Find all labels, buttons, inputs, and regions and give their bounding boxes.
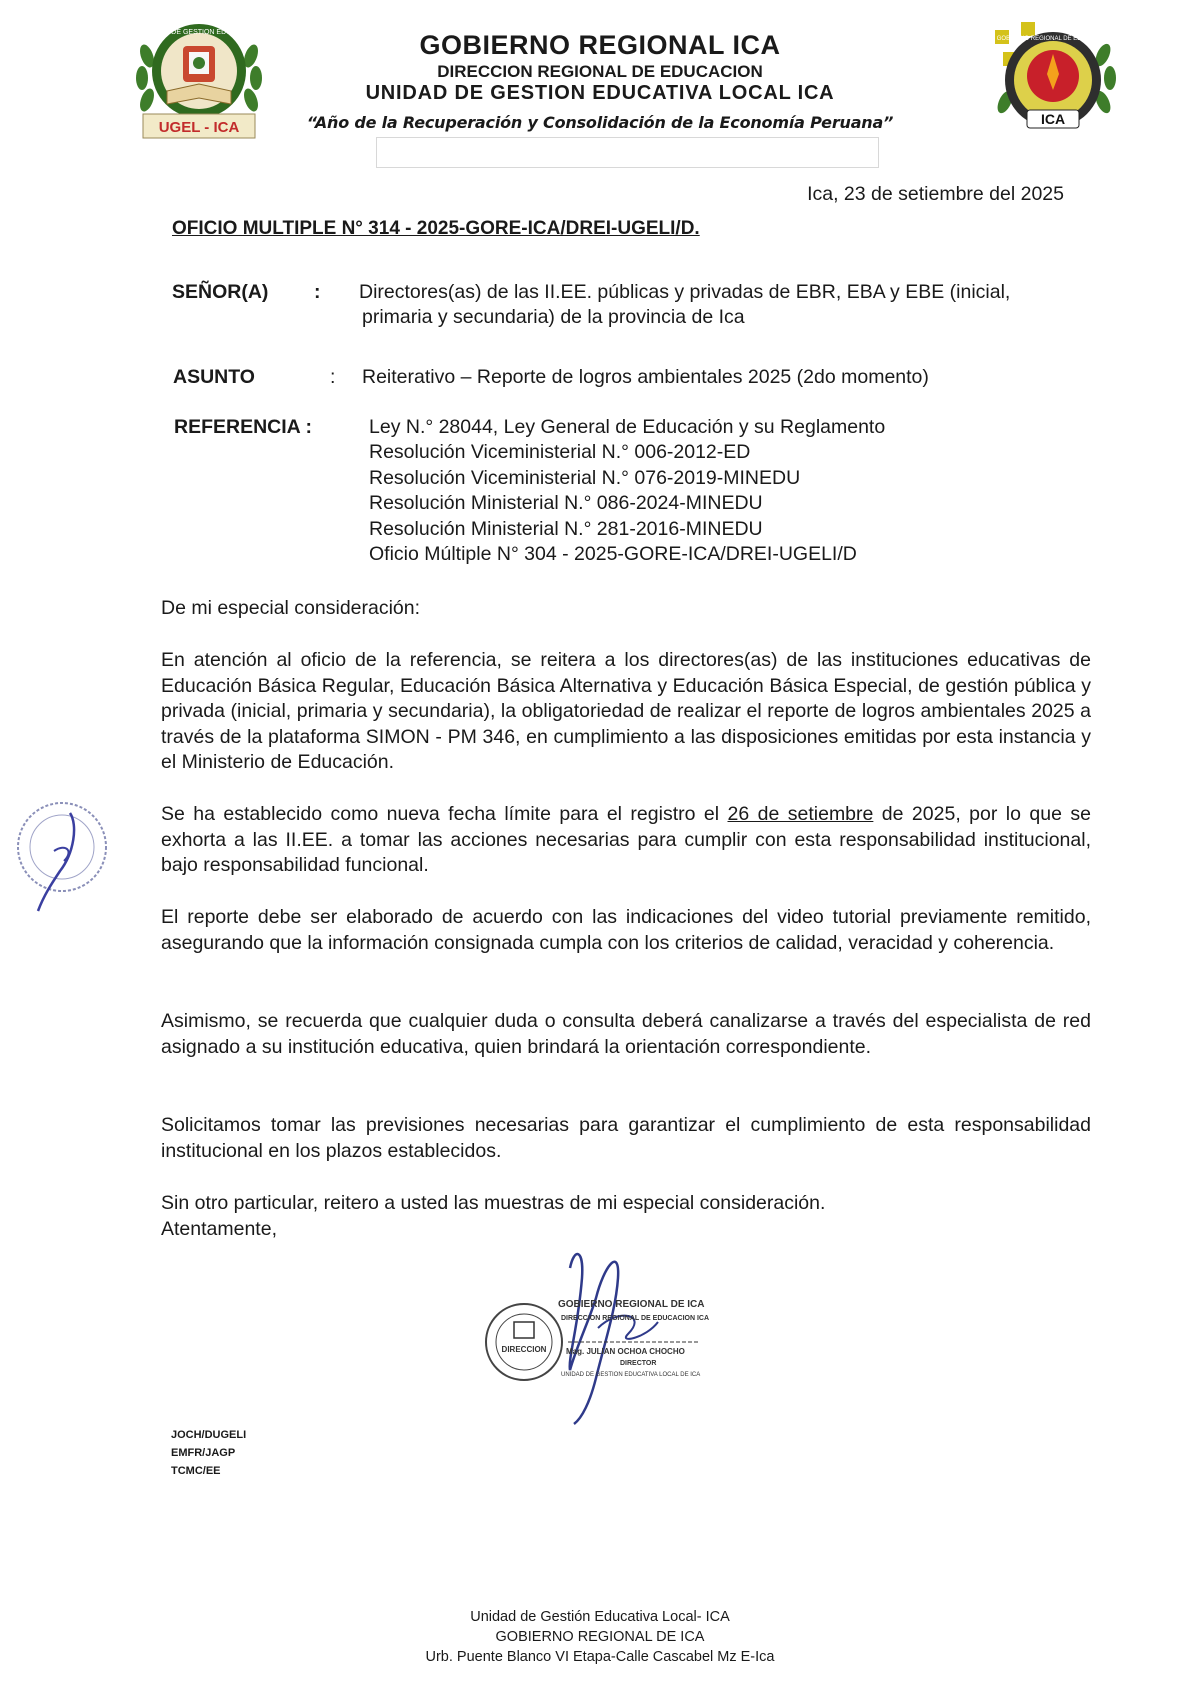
deadline-date: 26 de setiembre	[727, 803, 874, 825]
header-line2: DIRECCION REGIONAL DE EDUCACION	[437, 62, 763, 81]
senor-line1: Directores(as) de las II.EE. públicas y privadas de EBR, EBA y EBE (inicial,	[359, 281, 1011, 303]
asunto-value: Reiterativo – Reporte de logros ambientales 2025 (2do momento)	[362, 366, 929, 388]
header-motto: “Año de la Recuperación y Consolidación de la Economía Peruana”	[306, 113, 894, 132]
margin-seal-stamp	[8, 795, 116, 915]
svg-text:DIRECCION: DIRECCION	[501, 1345, 547, 1354]
senor-colon: :	[314, 281, 321, 303]
svg-text:Mag. JULIAN OCHOA CHOCHO: Mag. JULIAN OCHOA CHOCHO	[566, 1347, 685, 1356]
closing-atentamente: Atentamente,	[161, 1218, 277, 1240]
svg-text:ICA: ICA	[1040, 111, 1066, 127]
closing-line: Sin otro particular, reitero a usted las muestras de mi especial consideración.	[161, 1192, 826, 1214]
senor-line2: primaria y secundaria) de la provincia de Ica	[362, 306, 745, 328]
oficio-number: OFICIO MULTIPLE N° 314 - 2025-GORE-ICA/DREI-UGELI/D.	[172, 218, 700, 239]
footer-line1: Unidad de Gestión Educativa Local- ICA	[470, 1609, 730, 1625]
paragraph-5: Solicitamos tomar las previsiones necesarias para garantizar el cumplimiento de esta responsabilidad institucional en los plazos establecidos.	[161, 1114, 1091, 1162]
referencia-label: REFERENCIA :	[174, 416, 312, 438]
asunto-colon: :	[330, 366, 336, 388]
blank-header-box	[376, 137, 879, 168]
referencia-item: Resolución Ministerial N.° 281-2016-MINEDU	[369, 517, 763, 540]
footer-address: Urb. Puente Blanco VI Etapa-Calle Cascabel Mz E-Ica	[425, 1649, 775, 1665]
header-title: GOBIERNO REGIONAL ICA	[419, 30, 781, 60]
paragraph-1: En atención al oficio de la referencia, se reitera a los directores(as) de las instituciones educativas de Educación Básica Regular, Educación Básica Alternativa y Educación Básica Especial, de gestión pública y privada (inicial, primaria y secundaria), la obligatoriedad de realizar el reporte de logros ambientales 2025 a través de la plataforma SIMON - PM 346, en cumplimiento a las disposiciones emitidas por esta instancia y el Ministerio de Educación.	[161, 649, 1091, 773]
paragraph-3: El reporte debe ser elaborado de acuerdo con las indicaciones del video tutorial previamente remitido, asegurando que la información consignada cumpla con los criterios de calidad, veracidad y coherencia.	[161, 906, 1091, 954]
svg-text:UNIDAD DE GESTION EDUCATIVA: UNIDAD DE GESTION EDUCATIVA	[142, 29, 256, 36]
svg-text:GOBIERNO REGIONAL DE EDUCACION: GOBIERNO REGIONAL DE EDUCACION	[996, 36, 1110, 42]
referencia-item: Resolución Ministerial N.° 086-2024-MINEDU	[369, 492, 763, 515]
paragraph-2: Se ha establecido como nueva fecha límite para el registro el 26 de setiembre de 2025, por lo que se exhorta a las II.EE. a tomar las acciones necesarias para cumplir con esta responsabilidad institucional, bajo responsabilidad funcional.	[161, 803, 1091, 876]
signature-stamp	[478, 1238, 738, 1426]
reference-initials: JOCH/DUGELI EMFR/JAGP TCMC/EE	[171, 1429, 247, 1477]
footer-line2: GOBIERNO REGIONAL DE ICA	[495, 1629, 705, 1645]
referencia-item: Oficio Múltiple N° 304 - 2025-GORE-ICA/DREI-UGELI/D	[369, 543, 857, 566]
referencia-item: Resolución Viceministerial N.° 076-2019-MINEDU	[369, 466, 801, 489]
referencia-item: Resolución Viceministerial N.° 006-2012-ED	[369, 441, 751, 464]
referencia-list	[369, 415, 885, 567]
document-date: Ica, 23 de setiembre del 2025	[807, 183, 1064, 205]
svg-text:DIRECTOR: DIRECTOR	[620, 1360, 657, 1367]
svg-text:DIRECCION REGIONAL DE EDUCACIO: DIRECCION REGIONAL DE EDUCACION ICA	[561, 1315, 710, 1322]
asunto-label: ASUNTO	[173, 366, 255, 388]
referencia-item: Ley N.° 28044, Ley General de Educación y su Reglamento	[369, 416, 886, 438]
header-line3: UNIDAD DE GESTION EDUCATIVA LOCAL ICA	[365, 82, 835, 104]
svg-text:UNIDAD DE GESTION EDUCATIVA LO: UNIDAD DE GESTION EDUCATIVA LOCAL DE ICA	[561, 1372, 701, 1378]
paragraph-4: Asimismo, se recuerda que cualquier duda o consulta deberá canalizarse a través del especialista de red asignado a su institución educativa, quien brindará la orientación correspondiente.	[161, 1010, 1091, 1058]
greeting: De mi especial consideración:	[161, 597, 421, 619]
senor-label: SEÑOR(A)	[172, 281, 269, 303]
svg-text:GOBIERNO REGIONAL DE ICA: GOBIERNO REGIONAL DE ICA	[558, 1299, 705, 1310]
svg-text:UGEL - ICA: UGEL - ICA	[158, 119, 240, 136]
